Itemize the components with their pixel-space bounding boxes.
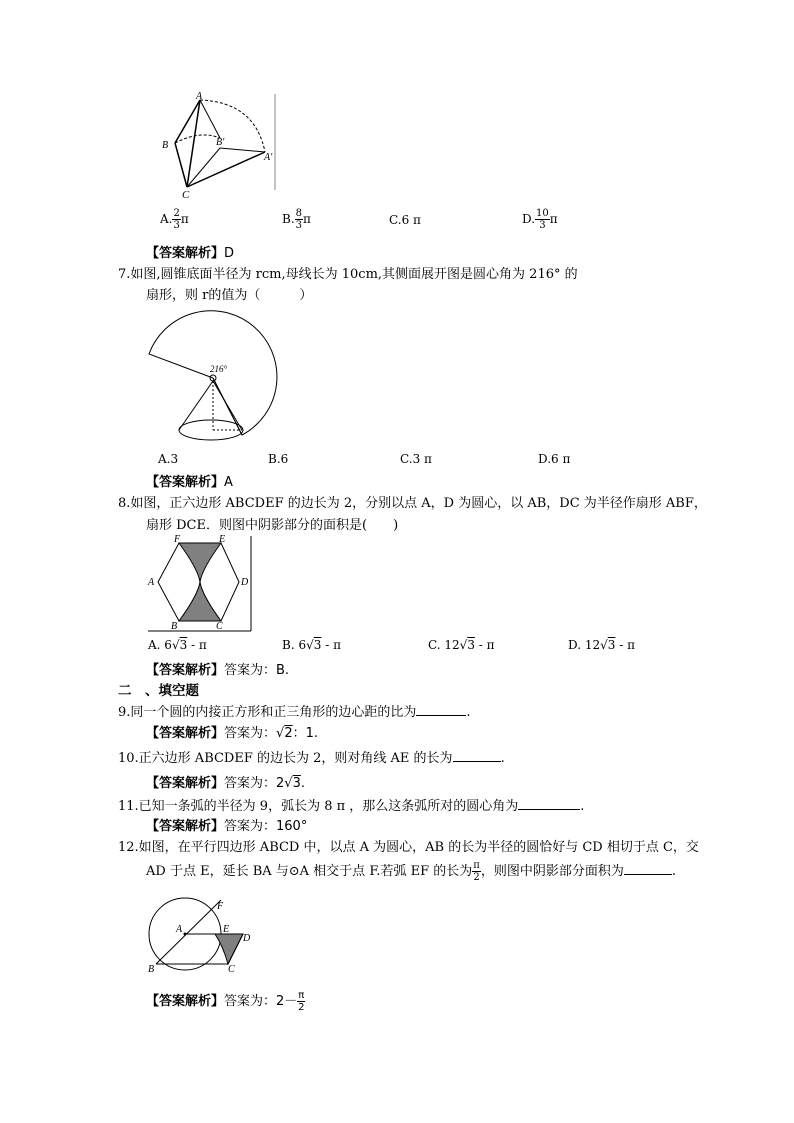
q6-figure bbox=[160, 90, 280, 200]
q8-text-line2: 扇形 DCE．则图中阴影部分的面积是( ) bbox=[146, 518, 399, 533]
q12-figure bbox=[145, 896, 260, 976]
q7-answer: 【答案解析】A bbox=[146, 475, 233, 490]
q12-label-c: C bbox=[228, 964, 235, 975]
q8-figure bbox=[146, 535, 256, 633]
q10-text: 10.正六边形 ABCDEF 的边长为 2，则对角线 AE 的长为 . bbox=[118, 751, 505, 766]
q12-label-e: E bbox=[223, 924, 230, 935]
q12-answer: 【答案解析】答案为：2－ $\frac{\pi}{2}$ bbox=[146, 990, 305, 1013]
q11-answer: 【答案解析】答案为：160° bbox=[146, 819, 308, 834]
q9-text: 9.同一个圆的内接正方形和正三角形的边心距的比为 . bbox=[118, 705, 471, 720]
q6-label-b: B bbox=[162, 140, 169, 151]
q6-label-a: A bbox=[196, 91, 203, 102]
q7-option-b: B.6 bbox=[268, 452, 289, 466]
q12-label-f: F bbox=[217, 901, 224, 912]
q8-option-a: A. 6√3 - π bbox=[148, 638, 207, 652]
q7-text-line2: 扇形，则 r的值为（ ） bbox=[146, 288, 313, 303]
q12-label-b: B bbox=[148, 964, 155, 975]
q12-text-line1: 12.如图，在平行四边形 ABCD 中，以点 A 为圆心，AB 的长为半径的圆恰好与 CD 相切于点 C，交 bbox=[118, 840, 699, 855]
q8-label-a: A bbox=[148, 577, 155, 588]
q12-label-d: D bbox=[243, 933, 251, 944]
q8-answer: 【答案解析】答案为：B. bbox=[146, 663, 290, 678]
q7-angle-label: 216° bbox=[210, 364, 228, 374]
q8-label-b: B bbox=[171, 621, 178, 632]
q8-label-c: C bbox=[216, 621, 223, 632]
q6-option-c: C.6 π bbox=[389, 213, 421, 227]
q6-option-a: A. $\frac{2}{3}$ π bbox=[160, 208, 189, 231]
q8-text-line1: 8.如图，正六边形 ABCDEF 的边长为 2，分别以点 A，D 为圆心，以 AB，DC 为半径作扇形 ABF， bbox=[118, 496, 707, 511]
q6-label-c: C bbox=[182, 189, 190, 200]
q9-answer: 【答案解析】答案为：√2：1. bbox=[146, 726, 319, 741]
q7-text-line1: 7.如图,圆锥底面半径为 rcm,母线长为 10cm,其侧面展开图是圆心角为 216° 的 bbox=[118, 267, 578, 282]
q8-label-f: F bbox=[174, 535, 181, 545]
q8-option-d: D. 12√3 - π bbox=[568, 638, 635, 652]
q7-option-a: A.3 bbox=[158, 452, 179, 466]
section-title-fill-blank: 二 、填空题 bbox=[118, 683, 199, 699]
q12-text-line2: AD 于点 E，延长 BA 与⊙A 相交于点 F.若弧 EF 的长为 $\frac{\pi}{2}$ ，则图中阴影部分面积为 . bbox=[146, 860, 676, 883]
q6-option-b: B. $\frac{8}{3}$ π bbox=[282, 208, 311, 231]
q7-option-d: D.6 π bbox=[538, 452, 571, 466]
q12-label-a: A bbox=[176, 924, 183, 935]
q8-label-d: D bbox=[241, 577, 249, 588]
q7-option-c: C.3 π bbox=[400, 452, 432, 466]
q6-option-d: D. $\frac{10}{3}$ π bbox=[522, 208, 558, 231]
q6-answer: 【答案解析】D bbox=[146, 246, 235, 261]
q6-label-bprime: B' bbox=[216, 137, 225, 148]
q10-answer: 【答案解析】答案为：2√3. bbox=[146, 776, 306, 791]
q8-option-b: B. 6√3 - π bbox=[282, 638, 341, 652]
q11-text: 11.已知一条弧的半径为 9，弧长为 8 π ，那么这条弧所对的圆心角为 . bbox=[118, 799, 585, 814]
q8-label-e: E bbox=[219, 535, 226, 545]
q8-option-c: C. 12√3 - π bbox=[428, 638, 495, 652]
q6-label-aprime: A' bbox=[264, 152, 273, 163]
q7-figure bbox=[145, 306, 285, 446]
